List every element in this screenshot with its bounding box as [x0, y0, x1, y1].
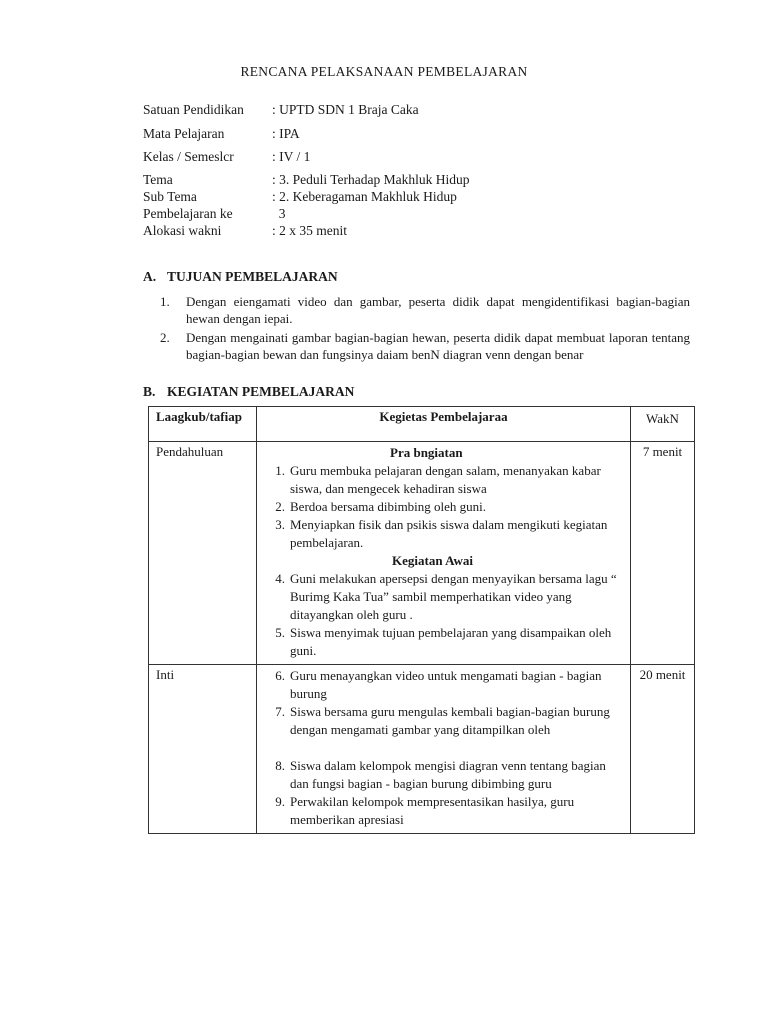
step-text: Berdoa bersama dibimbing oleh guni.: [290, 499, 487, 514]
step-text: Guru membuka pelajaran dengan salam, menanyakan kabar siswa, dan mengecek kehadiran siswa: [290, 463, 601, 496]
step-number: 6.: [275, 668, 285, 683]
meta-value: 3: [272, 206, 286, 221]
item-text: Dengan mengainati gambar bagian-bagian hewan, peserta didik dapat membuat laporan tentang bagian-bagian bewan dan fungsinya daiam benN diagran venn dengan benar: [186, 330, 690, 362]
meta-key: Mata Pelajaran: [143, 126, 225, 141]
item-text: Dengan eiengamati video dan gambar, peserta didik dapat mengidentifikasi bagian-bagian hewan dengan iepai.: [186, 294, 690, 326]
activity-step: [257, 757, 624, 793]
activity-step: [257, 703, 624, 739]
meta-key: Alokasi wakni: [143, 223, 222, 238]
meta-key: Pembelajaran ke: [143, 206, 233, 221]
time-cell: 7 menit: [631, 442, 695, 665]
activity-step: [257, 624, 624, 660]
list-item: [160, 293, 690, 327]
column-header: Laagkub/tafiap: [149, 407, 257, 442]
meta-value: : IPA: [272, 126, 300, 141]
step-number: 3.: [275, 517, 285, 532]
step-text: Siswa bersama guru mengulas kembali bagian-bagian burung dengan mengamati gambar yang ditampilkan oleh: [290, 704, 610, 737]
meta-value: : IV / 1: [272, 149, 311, 164]
section-number: A.: [143, 269, 157, 284]
activities-table: [148, 406, 695, 834]
step-text: Menyiapkan fisik dan psikis siswa dalam mengikuti kegiatan pembelajaran.: [290, 517, 608, 550]
meta-value: : UPTD SDN 1 Braja Caka: [272, 102, 419, 117]
step-text: Siswa menyimak tujuan pembelajaran yang disampaikan oleh guni.: [290, 625, 612, 658]
table-header-row: [149, 407, 695, 442]
section-title: KEGIATAN PEMBELAJARAN: [167, 384, 355, 399]
spacer: [257, 739, 624, 757]
document-title: RENCANA PELAKSANAAN PEMBELAJARAN: [240, 64, 528, 79]
activity-subheading: Pra bngiatan: [390, 445, 463, 460]
column-header: WakN: [631, 407, 695, 442]
step-number: 5.: [275, 625, 285, 640]
table-row: [149, 442, 695, 665]
time-cell: 20 menit: [631, 665, 695, 834]
activities-cell: [257, 442, 631, 665]
activity-subheading: Kegiatan Awai: [392, 553, 474, 568]
objectives-list: [160, 293, 690, 365]
activities-cell: [257, 665, 631, 834]
activity-step: [257, 462, 624, 498]
phase-cell: Inti: [149, 665, 257, 834]
meta-key: Sub Tema: [143, 189, 197, 204]
step-text: Perwakilan kelompok mempresentasikan hasilya, guru memberikan apresiasi: [290, 794, 575, 827]
meta-key: Kelas / Semeslcr: [143, 149, 234, 164]
item-number: 2.: [160, 330, 170, 345]
activity-step: [257, 498, 624, 516]
step-number: 4.: [275, 571, 285, 586]
step-number: 9.: [275, 794, 285, 809]
step-text: Guni melakukan apersepsi dengan menyayikan bersama lagu “ Burimg Kaka Tua” sambil memperhatikan video yang ditayangkan oleh guru .: [290, 571, 617, 622]
step-number: 7.: [275, 704, 285, 719]
meta-key: Satuan Pendidikan: [143, 102, 244, 117]
activity-step: [257, 667, 624, 703]
step-number: 1.: [275, 463, 285, 478]
list-item: [160, 329, 690, 363]
step-number: 8.: [275, 758, 285, 773]
section-number: B.: [143, 384, 156, 399]
activity-step: [257, 516, 624, 552]
meta-value: : 2. Keberagaman Makhluk Hidup: [272, 189, 457, 204]
meta-value: : 3. Peduli Terhadap Makhluk Hidup: [272, 172, 470, 187]
step-number: 2.: [275, 499, 285, 514]
step-text: Guru menayangkan video untuk mengamati bagian - bagian burung: [290, 668, 602, 701]
meta-key: Tema: [143, 172, 173, 187]
section-title: TUJUAN PEMBELAJARAN: [167, 269, 338, 284]
meta-value: : 2 x 35 menit: [272, 223, 347, 238]
activity-step: [257, 793, 624, 829]
table-row: [149, 665, 695, 834]
column-header: Kegietas Pembelajaraa: [257, 407, 631, 442]
activity-step: [257, 570, 624, 624]
phase-cell: Pendahuluan: [149, 442, 257, 665]
step-text: Siswa dalam kelompok mengisi diagran venn tentang bagian dan fungsi bagian - bagian burung dibimbing guru: [290, 758, 606, 791]
item-number: 1.: [160, 294, 170, 309]
